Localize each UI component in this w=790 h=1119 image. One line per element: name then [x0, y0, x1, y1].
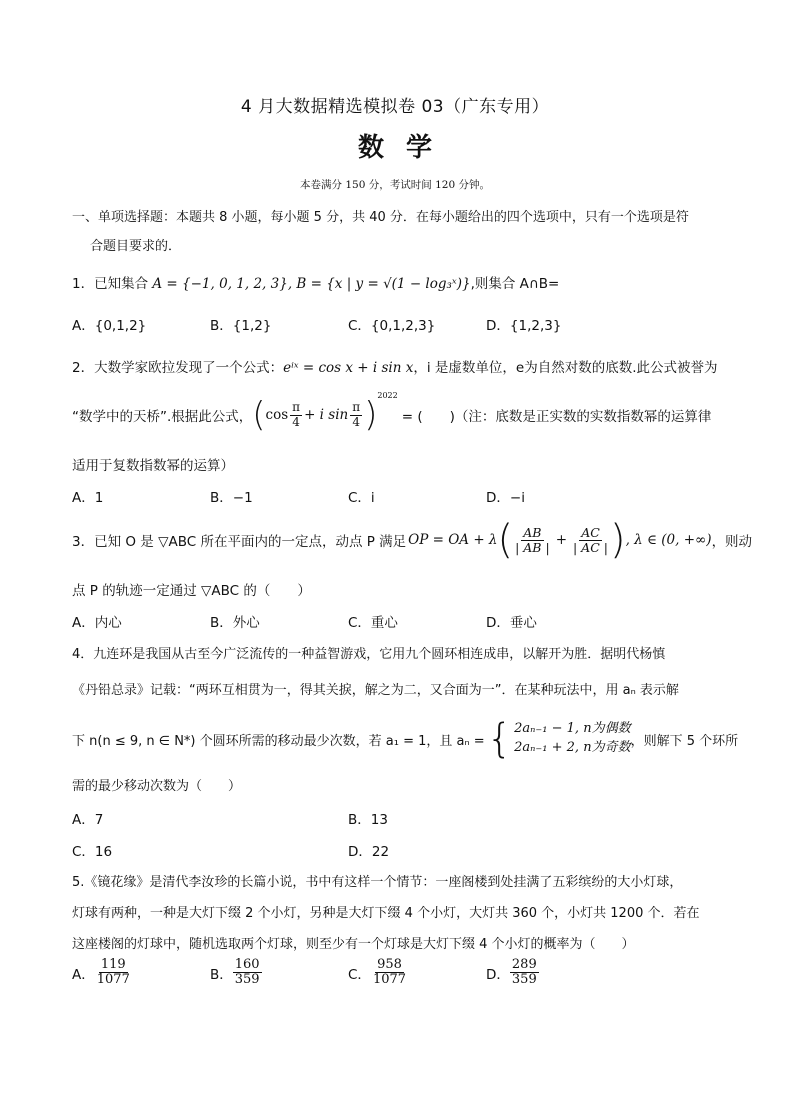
q2-option-c[interactable]: C．i [348, 490, 375, 506]
q5-line2: 灯球有两种，一种是大灯下缀 2 个小灯，另种是大灯下缀 4 个小灯，大灯共 360 个，小灯共 1200 个．若在 [72, 906, 700, 921]
q1-set-b: , B = {x | y = √(1 − log₃ˣ)} [287, 276, 471, 292]
q1-option-c[interactable]: C．{0,1,2,3} [348, 318, 436, 334]
q3-vector-equation: OP = OA + λ [408, 532, 498, 548]
q3-option-c[interactable]: C．重心 [348, 615, 398, 631]
section-instruction-line1: 一、单项选择题：本题共 8 小题，每小题 5 分，共 40 分．在每小题给出的四个选项中，只有一个选项是符 [72, 210, 689, 225]
q5-option-c[interactable]: C． $\frac{958}{1077}$ [348, 957, 407, 988]
q4-option-d[interactable]: D．22 [348, 844, 390, 860]
q4-line1: 4．九连环是我国从古至今广泛流传的一种益智游戏，它用九个圆环相连成串，以解开为胜．据明代杨慎 [72, 647, 666, 662]
q3-left-paren: ( [497, 517, 514, 563]
exam-title: 4 月大数据精选模拟卷 03（广东专用） [240, 97, 550, 117]
q2-option-d[interactable]: D．−i [486, 490, 525, 506]
q5-option-a[interactable]: A． $\frac{119}{1077}$ [72, 957, 130, 988]
q4-option-c[interactable]: C．16 [72, 844, 113, 860]
question-1 [72, 272, 559, 292]
q1-option-a[interactable]: A．{0,1,2} [72, 318, 147, 334]
q1-suffix: ,则集合 A∩B= [470, 276, 560, 292]
q5-option-d-fraction: $\frac{289}{359}$ [511, 957, 537, 988]
q3-lambda-range: , λ ∈ (0, +∞) [625, 532, 712, 548]
q1-prefix: 1．已知集合 [72, 276, 149, 292]
q2-pi-over-4-b: $\frac{\pi}{4}$ [352, 400, 361, 429]
q2-line2 [72, 391, 712, 435]
q4-line4: 需的最少移动次数为（ ） [72, 779, 242, 794]
q2-line2-suffix: = ( )（注：底数是正实数的实数指数幂的运算律 [401, 409, 712, 425]
question-3 [72, 517, 752, 563]
q3-right-paren: ) [609, 517, 626, 563]
q5-line3: 这座楼阁的灯球中，随机选取两个灯球，则至少有一个灯球是大灯下缀 4 个小灯的概率为（ ） [72, 937, 635, 952]
q3-option-a[interactable]: A．内心 [72, 615, 122, 631]
q5-option-b[interactable]: B． $\frac{160}{359}$ [210, 957, 260, 988]
q2-pi-over-4-a: $\frac{\pi}{4}$ [292, 400, 301, 429]
q3-option-d[interactable]: D．垂心 [486, 615, 537, 631]
q5-option-d[interactable]: D． $\frac{289}{359}$ [486, 957, 537, 988]
q3-unit-ac: $\frac{AC}{| AC |}$ [573, 524, 608, 555]
section-instruction-line2: 合题目要求的． [90, 239, 182, 254]
q2-option-a[interactable]: A．1 [72, 490, 104, 506]
q4-case-even: 2aₙ₋₁ − 1, n为偶数 [514, 721, 631, 737]
q2-right-paren: ) [364, 395, 378, 435]
q5-option-b-fraction: $\frac{160}{359}$ [234, 957, 260, 988]
q2-option-b[interactable]: B．−1 [210, 490, 253, 506]
q2-line3: 适用于复数指数幂的运算） [72, 458, 234, 474]
subject-heading: 数学 [357, 133, 454, 163]
q2-cos: cos [265, 407, 289, 423]
q2-line2-prefix: “数学中的天桥”.根据此公式， [72, 409, 253, 425]
q1-option-d[interactable]: D．{1,2,3} [486, 318, 562, 334]
q4-line3-prefix: 下 n(n ≤ 9, n ∈ N*) 个圆环所需的移动最少次数，若 a₁ = 1，且 aₙ = [72, 733, 485, 749]
q4-line2: 《丹铅总录》记载：“两环互相贯为一，得其关捩，解之为二，又合面为一”．在某种玩法中，用 aₙ 表示解 [72, 683, 679, 698]
q2-line1-prefix: 2．大数学家欧拉发现了一个公式： [72, 360, 284, 376]
q2-plus-i-sin: + i sin [304, 407, 349, 423]
q3-plus: + [555, 532, 567, 548]
exam-note: 本卷满分 150 分，考试时间 120 分钟。 [300, 179, 490, 191]
q1-set-a: A = {−1, 0, 1, 2, 3} [152, 276, 288, 292]
q3-option-b[interactable]: B．外心 [210, 615, 260, 631]
q4-option-b[interactable]: B．13 [348, 812, 388, 828]
q2-line1 [72, 356, 718, 376]
q3-line2: 点 P 的轨迹一定通过 ▽ABC 的（ ） [72, 583, 311, 599]
q4-option-a[interactable]: A．7 [72, 812, 104, 828]
q4-line3 [72, 716, 738, 762]
q4-brace: { [486, 716, 513, 762]
q4-line3-suffix: ，则解下 5 个环所 [630, 733, 739, 749]
q2-exponent: 2022 [377, 391, 398, 400]
q5-line1: 5.《镜花缘》是清代李汝珍的长篇小说，书中有这样一个情节：一座阁楼到处挂满了五彩缤纷的大小灯球， [72, 875, 683, 890]
q4-case-odd: 2aₙ₋₁ + 2, n为奇数 [514, 740, 631, 755]
q5-option-a-fraction: $\frac{119}{1077}$ [96, 957, 130, 988]
q3-prefix: 3．已知 O 是 ▽ABC 所在平面内的一定点，动点 P 满足 [72, 534, 407, 550]
q1-option-b[interactable]: B．{1,2} [210, 318, 272, 334]
q2-euler-formula: eⁱˣ = cos x + i sin x [283, 360, 414, 376]
q3-suffix: ，则动 [711, 534, 753, 550]
q5-option-c-fraction: $\frac{958}{1077}$ [372, 957, 407, 988]
q4-piecewise [514, 720, 630, 758]
q2-line1-suffix: ，i 是虚数单位，e为自然对数的底数.此公式被誉为 [413, 360, 718, 376]
q2-left-paren: ( [252, 395, 266, 435]
q3-unit-ab: $\frac{AB}{| AB |}$ [515, 524, 550, 555]
